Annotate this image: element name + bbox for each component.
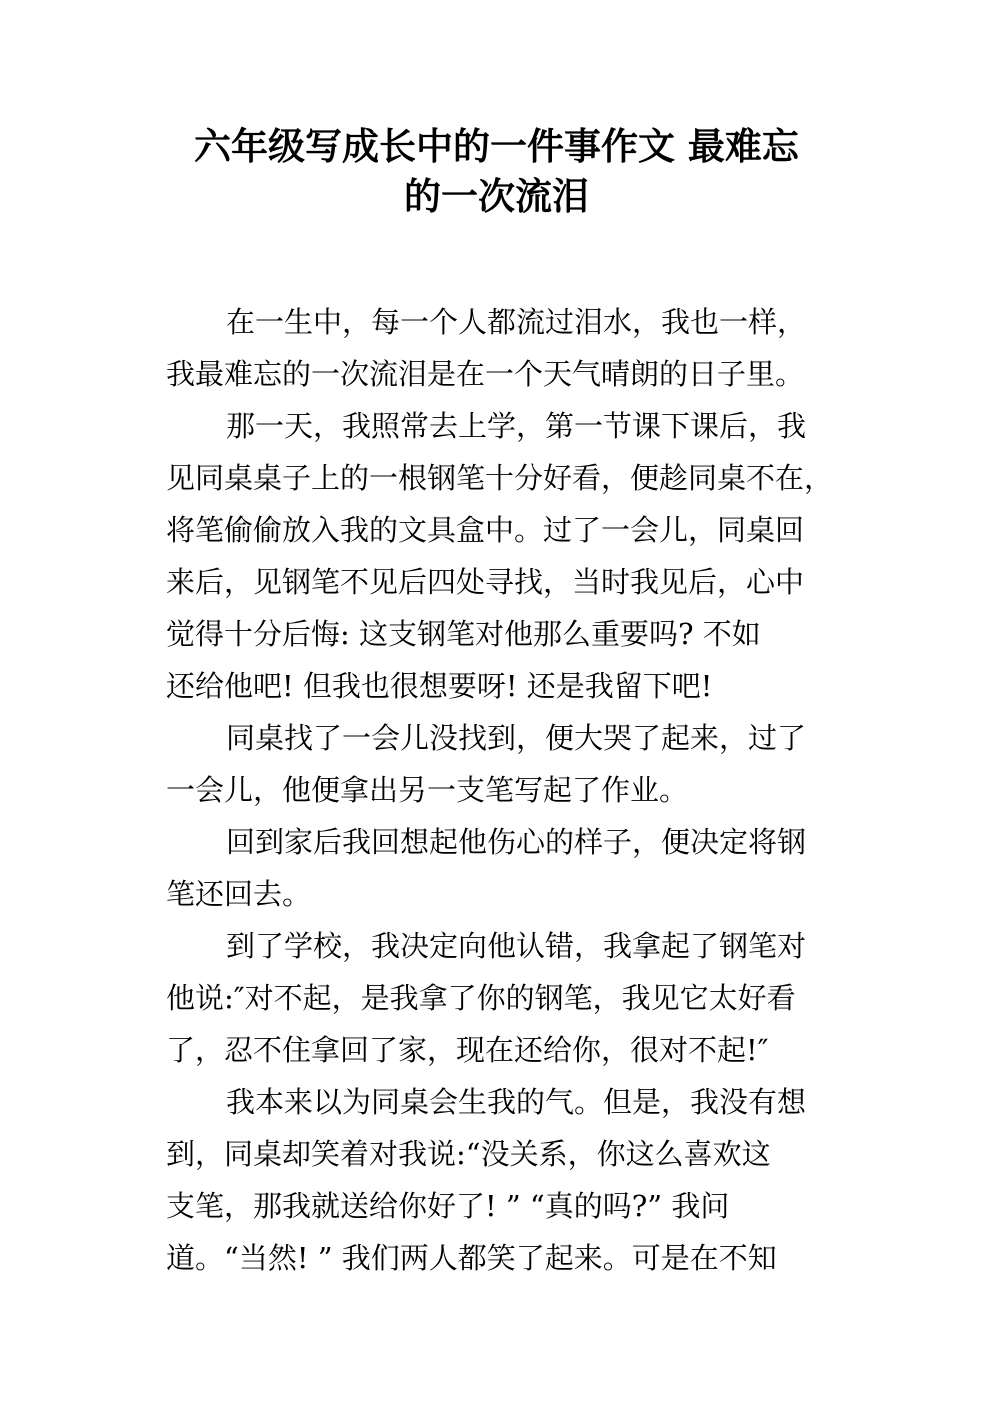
document-title xyxy=(150,122,843,222)
text-line: 那一天，我照常去上学，第一节课下课后，我 xyxy=(226,409,807,443)
paragraph xyxy=(166,920,836,1076)
text-line: 我本来以为同桌会生我的气。但是，我没有想 xyxy=(226,1085,807,1119)
text-line: 笔还回去。 xyxy=(166,877,312,911)
text-line: 了，忍不住拿回了家，现在还给你，很对不起!″ xyxy=(166,1033,769,1067)
text-line: 支笔，那我就送给你好了! ” “真的吗?” 我问 xyxy=(166,1189,730,1223)
paragraph xyxy=(166,296,836,400)
text-line: 将笔偷偷放入我的文具盒中。过了一会儿，同桌回 xyxy=(166,513,805,547)
title-line: 的一次流泪 xyxy=(404,175,589,218)
text-line: 在一生中，每一个人都流过泪水，我也一样， xyxy=(226,305,807,339)
text-line: 觉得十分后悔: 这支钢笔对他那么重要吗? 不如 xyxy=(166,617,761,651)
text-line: 还给他吧! 但我也很想要呀! 还是我留下吧! xyxy=(166,669,713,703)
text-line: 来后，见钢笔不见后四处寻找，当时我见后，心中 xyxy=(166,565,805,599)
title-line: 六年级写成长中的一件事作文 最难忘 xyxy=(194,125,799,168)
paragraph xyxy=(166,712,836,816)
document-body xyxy=(166,296,836,1284)
text-line: 到，同桌却笑着对我说:“没关系，你这么喜欢这 xyxy=(166,1137,771,1171)
text-line: 见同桌桌子上的一根钢笔十分好看，便趁同桌不在， xyxy=(166,461,834,495)
text-line: 到了学校，我决定向他认错，我拿起了钢笔对 xyxy=(226,929,807,963)
paragraph xyxy=(166,816,836,920)
text-line: 回到家后我回想起他伤心的样子，便决定将钢 xyxy=(226,825,807,859)
paragraph xyxy=(166,400,836,712)
text-line: 一会儿，他便拿出另一支笔写起了作业。 xyxy=(166,773,689,807)
text-line: 同桌找了一会儿没找到，便大哭了起来，过了 xyxy=(226,721,807,755)
paragraph xyxy=(166,1076,836,1284)
text-line: 我最难忘的一次流泪是在一个天气晴朗的日子里。 xyxy=(166,357,805,391)
text-line: 道。“当然! ” 我们两人都笑了起来。可是在不知 xyxy=(166,1241,777,1275)
text-line: 他说:″对不起，是我拿了你的钢笔，我见它太好看 xyxy=(166,981,796,1015)
